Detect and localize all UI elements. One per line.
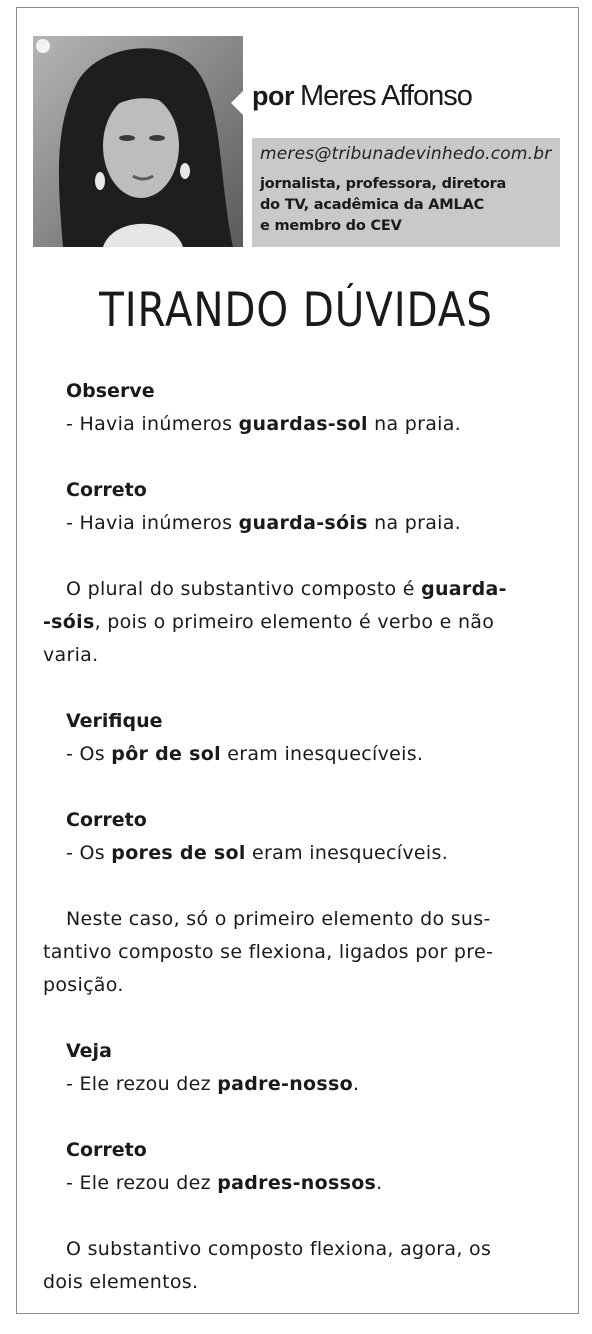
- explanation-paragraph: [43, 903, 555, 1002]
- example-label: Correto: [66, 1139, 147, 1161]
- column-title: TIRANDO DÚVIDAS: [99, 283, 493, 338]
- example-label: Correto: [66, 479, 147, 501]
- article-body: [43, 375, 555, 1332]
- example-line: - Ele rezou dez padre-nosso.: [66, 1073, 360, 1095]
- example-label: Correto: [66, 809, 147, 831]
- explanation-paragraph: [43, 573, 555, 672]
- example-label: Observe: [66, 380, 155, 402]
- explanation-line: varia.: [43, 644, 99, 666]
- bio-line: do TV, acadêmica da AMLAC: [260, 197, 485, 213]
- author-name: Meres Affonso: [300, 80, 472, 112]
- example-line: - Havia inúmeros guardas-sol na praia.: [66, 413, 462, 435]
- example-label: Veja: [66, 1040, 112, 1062]
- example-block: [43, 1134, 555, 1200]
- photo-notch: [231, 91, 243, 115]
- example-line: - Ele rezou dez padres-nossos.: [66, 1172, 383, 1194]
- byline-prefix: por: [252, 81, 294, 111]
- bio-line: e membro do CEV: [260, 218, 402, 234]
- author-photo: [33, 36, 243, 247]
- example-block: [43, 804, 555, 870]
- example-line: - Havia inúmeros guarda-sóis na praia.: [66, 512, 462, 534]
- author-email: meres@tribunadevinhedo.com.br: [260, 144, 552, 164]
- example-block: [43, 1035, 555, 1101]
- example-block: [43, 705, 555, 771]
- explanation-line: tantivo composto se flexiona, ligados por pre-: [43, 941, 494, 963]
- bio-line: jornalista, professora, diretora: [260, 176, 507, 192]
- example-label: Verifique: [66, 710, 163, 732]
- author-info-box: [252, 138, 560, 247]
- explanation-line: Neste caso, só o primeiro elemento do sus-: [66, 908, 491, 930]
- byline: [252, 80, 472, 113]
- example-line: - Os pores de sol eram inesquecíveis.: [66, 842, 449, 864]
- explanation-line: posição.: [43, 974, 124, 996]
- explanation-line: O substantivo composto flexiona, agora, os: [66, 1238, 492, 1260]
- explanation-paragraph: [43, 1233, 555, 1299]
- explanation-line: O plural do substantivo composto é guarda-: [66, 578, 507, 600]
- example-block: [43, 474, 555, 540]
- example-line: - Os pôr de sol eram inesquecíveis.: [66, 743, 424, 765]
- author-bio: [260, 174, 560, 237]
- explanation-line: -sóis, pois o primeiro elemento é verbo e não: [43, 611, 495, 633]
- explanation-line: dois elementos.: [43, 1271, 199, 1293]
- example-block: [43, 375, 555, 441]
